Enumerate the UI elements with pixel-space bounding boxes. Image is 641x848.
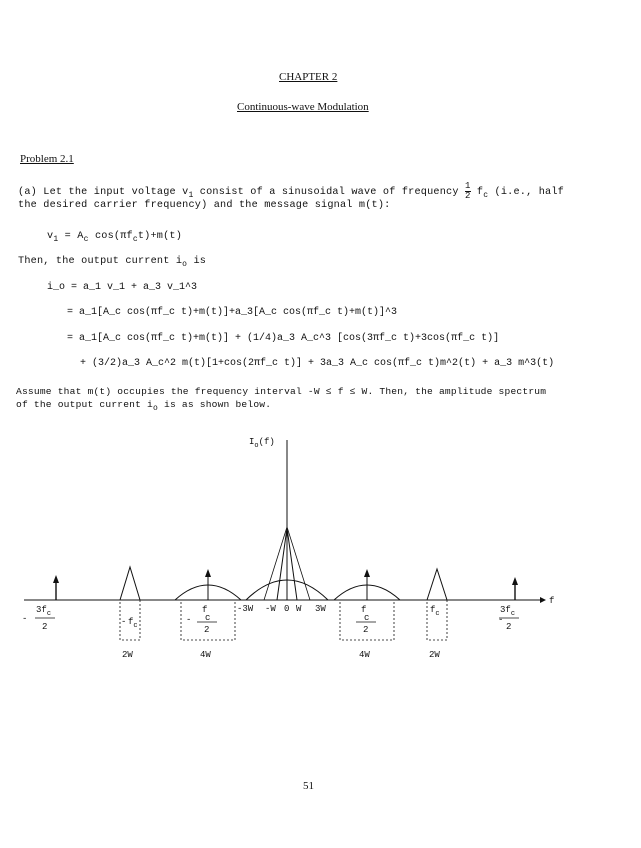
chapter-subtitle: Continuous-wave Modulation (237, 101, 369, 113)
label-pos-fc: $f_c$ (430, 605, 440, 618)
label-pos-fc2-sub: c (364, 613, 370, 623)
impulse-neg-fc2-arrow (205, 569, 211, 577)
label-pos-3fc2-minus: - (498, 615, 504, 625)
equation-io-line-1: i_o = a_1 v_1 + a_3 v_1^3 (47, 282, 198, 293)
equation-io-line-4: + (3/2)a_3 A_c^2 m(t)[1+cos(2πf_c t)] + 3a_3 A_c cos(πf_c t)m^2(t) + a_3 m^3(t) (80, 358, 555, 369)
part-a-line-1: (a) Let the input voltage $v_1$ consist of a sinusoidal wave of frequency $\frac{1}{2}$ $f_c$ (i.e., half (18, 181, 564, 201)
label-neg-fc2-den: 2 (204, 625, 210, 635)
label-pos-fc2-den: 2 (363, 625, 369, 635)
label-neg-fc-minus: - (121, 617, 127, 627)
x-axis-arrow (540, 597, 546, 603)
equation-io-line-3: = a_1[A_c cos(πf_c t)+m(t)] + (1/4)a_3 A_c^3 [cos(3πf_c t)+3cos(πf_c t)] (67, 333, 500, 344)
equation-v1: $v_1 = A_c$ $\cos(\pi f_ct)+m(t)$ (47, 231, 183, 245)
width-label-4w-right: 4W (359, 650, 370, 660)
chapter-title: CHAPTER 2 (279, 71, 338, 83)
label-neg-fc: $f_c$ (128, 617, 138, 630)
figure-y-label: $I_o(f)$ (249, 437, 275, 450)
triangle-neg-fc (120, 567, 140, 600)
width-label-2w-right: 2W (429, 650, 440, 660)
tick-3w: 3W (315, 604, 326, 614)
label-neg-3fc2-minus: - (22, 614, 28, 624)
figure-x-label: f (549, 596, 555, 606)
label-neg-fc2-minus: - (186, 615, 192, 625)
impulse-pos-3fc2-arrow (512, 577, 518, 585)
label-pos-3fc2-den: 2 (506, 622, 512, 632)
problem-heading: Problem 2.1 (20, 153, 74, 165)
tick-w: W (296, 604, 302, 614)
assume-line-1: Assume that m(t) occupies the frequency interval -W ≤ f ≤ W. Then, the amplitude spectrum (16, 386, 547, 397)
part-a-line-2: the desired carrier frequency) and the message signal m(t): (18, 200, 391, 211)
tick-zero: 0 (284, 604, 290, 614)
assume-line-2: of the output current $i_o$ is as shown below. (16, 399, 272, 413)
label-neg-3fc2-num: $3f_c$ (36, 605, 52, 618)
tick-neg-w: -W (265, 604, 276, 614)
label-pos-3fc2-num: $3f_c$ (500, 605, 516, 618)
label-neg-3fc2-den: 2 (42, 622, 48, 632)
equation-io-line-2: = a_1[A_c cos(πf_c t)+m(t)]+a_3[A_c cos(πf_c t)+m(t)]^3 (67, 307, 398, 318)
page-number: 51 (303, 780, 314, 792)
triangle-pos-fc (427, 569, 447, 600)
label-neg-fc2-num: f (202, 605, 208, 615)
tick-neg-3w: -3W (237, 604, 254, 614)
impulse-neg-3fc2-arrow (53, 575, 59, 583)
width-label-2w-left: 2W (122, 650, 133, 660)
label-neg-fc2-sub: c (205, 613, 211, 623)
width-label-4w-left: 4W (200, 650, 211, 660)
label-pos-fc2-num: f (361, 605, 367, 615)
impulse-pos-fc2-arrow (364, 569, 370, 577)
then-line: Then, the output current $i_o$ is (18, 256, 207, 270)
